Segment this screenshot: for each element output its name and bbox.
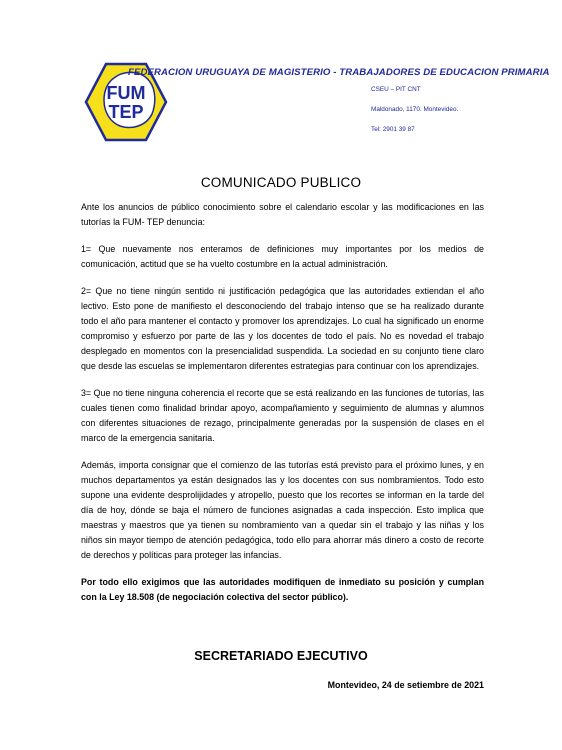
- document-date: Montevideo, 24 de setiembre de 2021: [327, 680, 484, 690]
- closing-demand: Por todo ello exigimos que las autoridades modifiquen de inmediato su posición y cumplan con la Ley 18.508 (de negociación colectiva del sector público).: [81, 577, 484, 602]
- paragraph-point-2: 2= Que no tiene ningún sentido ni justificación pedagógica que las autoridades extiendan el año lectivo. Esto pone de manifiesto el desconociendo del trabajo intenso que se ha realizado durante todo el año para mantener el contacto y promover los aprendizajes. Lo cual ha significado un enorme compromiso y esfuerzo por parte de las y los docentes de todo el país. No es novedad el trabajo desplegado en momentos con la presencialidad suspendida. La sociedad en su conjunto tiene claro que desde las escuelas se implementaron diferentes estrategias para continuar con los aprendizajes.: [81, 286, 484, 371]
- logo-text-bottom: TEP: [108, 102, 144, 122]
- paragraph-point-1: 1= Que nuevamente nos enteramos de definiciones muy importantes por los medios de comunicación, actitud que se ha vuelto costumbre en la actual administración.: [81, 244, 484, 269]
- affiliation-text: CSEU – PIT CNT: [371, 86, 421, 93]
- document-title: COMUNICADO PUBLICO: [200, 175, 362, 190]
- federation-name: FEDERACION URUGUAYA DE MAGISTERIO - TRABAJADORES DE EDUCACION PRIMARIA: [128, 67, 550, 78]
- paragraph-additional: Además, importa consignar que el comienzo de las tutorías está previsto para el próximo lunes, y en muchos departamentos ya están designados las y los docentes con sus nombramientos. Todo esto supone una evidente desprolijidades y atropello, puesto que los recortes se informan en la tarde del día de hoy, dónde se baja el número de funciones asignadas a cada inspección. Esto implica que maestras y maestros que ya tienen su nombramiento van a quedar sin el trabajo y las niñas y los niños sin mayor tiempo de atención pedagógica, todo ello para ahorrar más dinero a costo de recorte de derechos y políticas para proteger las infancias.: [81, 460, 484, 560]
- document-body: [81, 200, 484, 617]
- logo-text-top: FUM: [106, 83, 146, 103]
- signature: SECRETARIADO EJECUTIVO: [194, 649, 368, 663]
- paragraph-intro: Ante los anuncios de público conocimiento sobre el calendario escolar y las modificaciones en las tutorías la FUM- TEP denuncia:: [81, 202, 484, 227]
- paragraph-point-3: 3= Que no tiene ninguna coherencia el recorte que se está realizando en las funciones de tutorías, las cuales tienen como finalidad brindar apoyo, acompañamiento y seguimiento de alumnas y alumnos con diferentes situaciones de rezago, principalmente generadas por la suspensión de clases en el marco de la emergencia sanitaria.: [81, 388, 484, 443]
- address-text: Maldonado, 1170. Montevideo.: [371, 106, 459, 113]
- phone-text: Tel: 2901 39 87: [371, 126, 415, 133]
